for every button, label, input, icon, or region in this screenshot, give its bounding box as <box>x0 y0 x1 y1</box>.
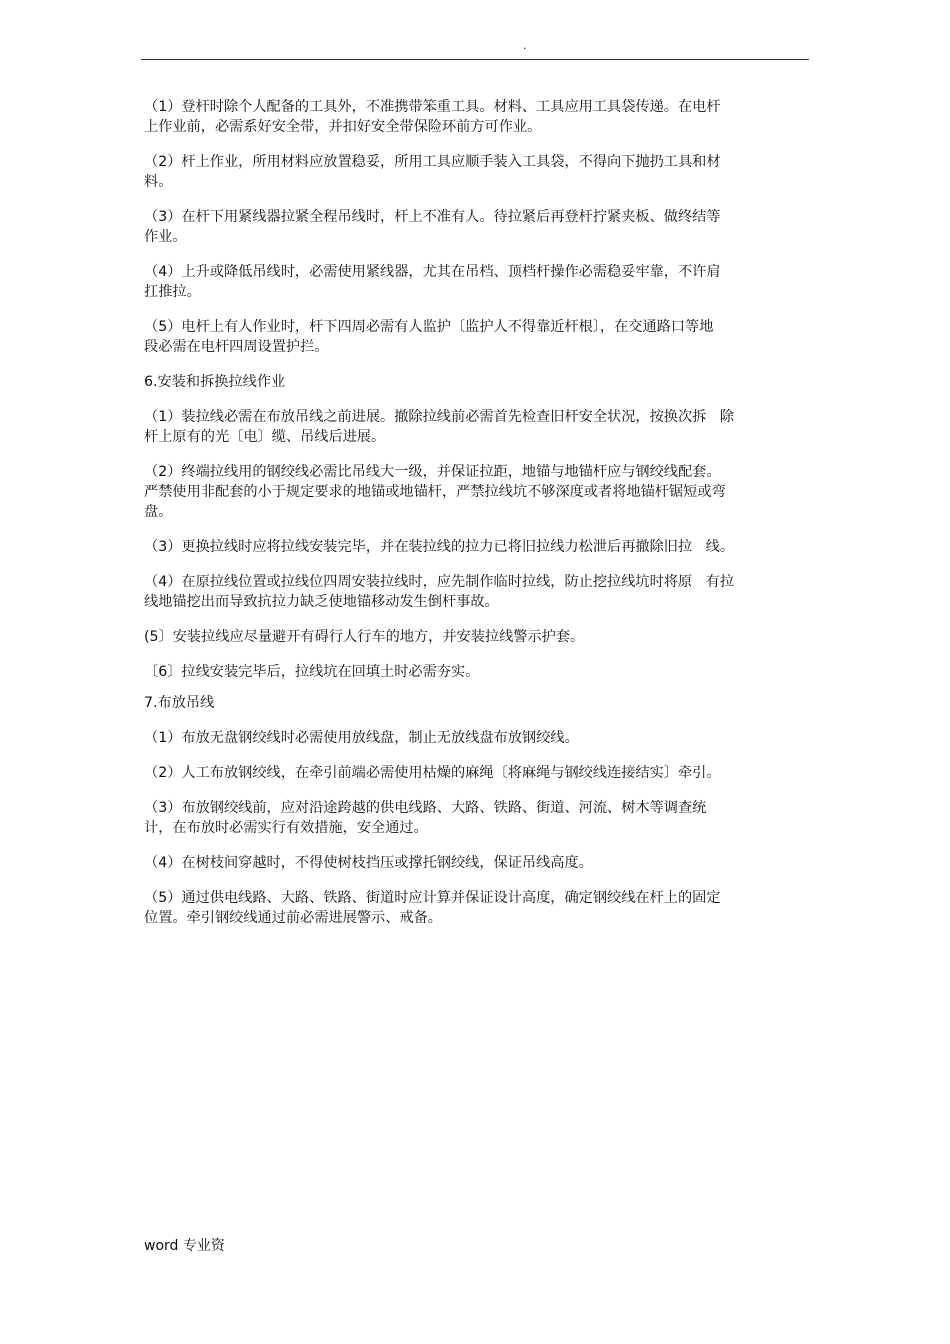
section-heading: 7.布放吊线 <box>144 695 215 711</box>
paragraph: （5）通过供电线路、大路、铁路、街道时应计算并保证设计高度，确定钢绞线在杆上的固定 位置。牵引钢绞线通过前必需进展警示、戒备。 <box>144 890 721 926</box>
paragraph: （3）布放钢绞线前，应对沿途跨越的供电线路、大路、铁路、街道、河流、树木等调查统 计，在布放时必需实行有效措施，安全通过。 <box>144 800 707 836</box>
paragraph: （4）在原拉线位置或拉线位四周安装拉线时，应先制作临时拉线，防止挖拉线坑时将原 有拉 线地锚挖出而导致抗拉力缺乏使地锚移动发生倒杆事故。 <box>144 574 735 610</box>
paragraph: （1）登杆时除个人配备的工具外，不准携带笨重工具。材料、工具应用工具袋传递。在电杆 上作业前，必需系好安全带，并扣好安全带保险环前方可作业。 <box>144 99 721 135</box>
paragraph: （2）杆上作业，所用材料应放置稳妥，所用工具应顺手装入工具袋，不得向下抛扔工具和材 料。 <box>144 154 721 190</box>
paragraph: （2）终端拉线用的钢绞线必需比吊线大一级，并保证拉距，地锚与地锚杆应与钢绞线配套。 严禁使用非配套的小于规定要求的地锚或地锚杆，严禁拉线坑不够深度或者将地锚杆锯短或弯 盘。 <box>144 464 726 520</box>
paragraph: （4）上升或降低吊线时，必需使用紧线器，尤其在吊档、顶档杆操作必需稳妥牢靠，不许肩 扛推拉。 <box>144 264 721 300</box>
document-body <box>144 97 804 943</box>
paragraph: （2）人工布放钢绞线，在牵引前端必需使用枯燥的麻绳〔将麻绳与钢绞线连接结实〕牵引。 <box>144 765 721 781</box>
paragraph: （1）布放无盘钢绞线时必需使用放线盘，制止无放线盘布放钢绞线。 <box>144 730 579 746</box>
paragraph: 〔6〕拉线安装完毕后，拉线坑在回填土时必需夯实。 <box>144 664 480 680</box>
paragraph: （1）装拉线必需在布放吊线之前进展。撤除拉线前必需首先检查旧杆安全状况，按换次拆 除 杆上原有的光〔电〕缆、吊线后进展。 <box>144 409 735 445</box>
header-mark: . <box>523 39 527 52</box>
paragraph: (5〕安装拉线应尽量避开有碍行人行车的地方，并安装拉线警示护套。 <box>144 629 585 645</box>
section-heading: 6.安装和拆换拉线作业 <box>144 374 286 390</box>
paragraph: （4）在树枝间穿越时，不得使树枝挡压或撑托钢绞线，保证吊线高度。 <box>144 855 593 871</box>
paragraph: （5）电杆上有人作业时，杆下四周必需有人监护〔监护人不得靠近杆根〕，在交通路口等地 段必需在电杆四周设置护拦。 <box>144 319 714 355</box>
footer-text: word 专业资 <box>144 1238 225 1254</box>
paragraph: （3）在杆下用紧线器拉紧全程吊线时，杆上不准有人。待拉紧后再登杆拧紧夹板、做终结等 作业。 <box>144 209 721 245</box>
paragraph: （3）更换拉线时应将拉线安装完毕，并在装拉线的拉力已将旧拉线力松泄后再撤除旧拉 线。 <box>144 539 735 555</box>
header-rule <box>141 59 809 60</box>
